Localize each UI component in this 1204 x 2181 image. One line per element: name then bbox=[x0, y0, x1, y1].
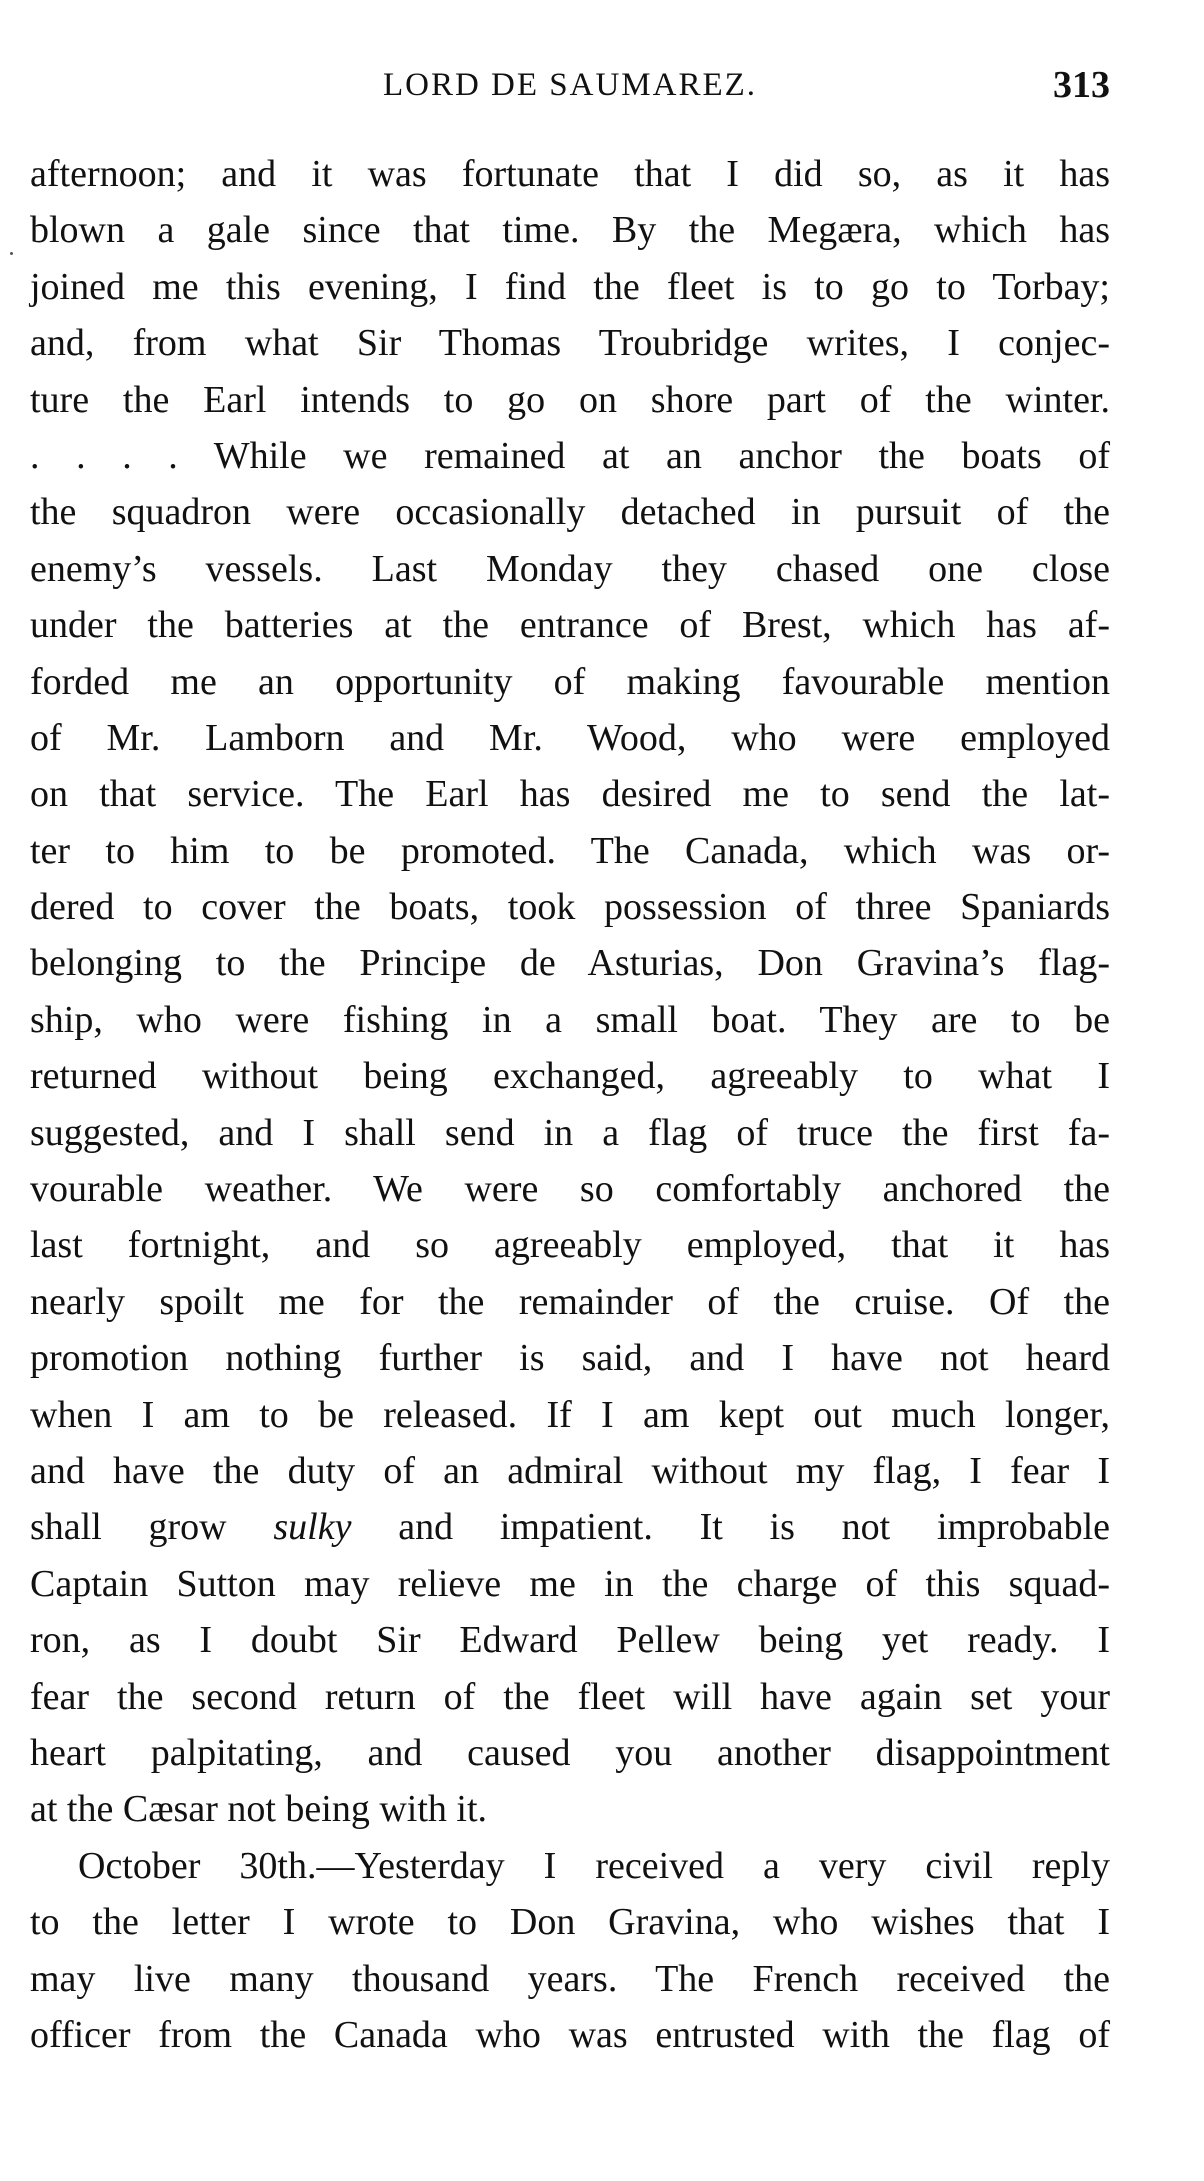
stray-ink-mark bbox=[10, 252, 13, 255]
text-line: under the batteries at the entrance of Brest, which has af- bbox=[30, 604, 1110, 647]
text-line: ture the Earl intends to go on shore part of the winter. bbox=[30, 378, 1110, 421]
text-line: nearly spoilt me for the remainder of the cruise. Of the bbox=[30, 1280, 1110, 1323]
running-title: LORD DE SAUMAREZ. bbox=[382, 67, 758, 103]
text-line bbox=[30, 1499, 1110, 1555]
text-line: and have the duty of an admiral without my flag, I fear I bbox=[30, 1449, 1110, 1492]
text-line: of Mr. Lamborn and Mr. Wood, who were employed bbox=[30, 716, 1110, 759]
text-line: afternoon; and it was fortunate that I did so, as it has bbox=[30, 153, 1110, 195]
text-line: the squadron were occasionally detached in pursuit of the bbox=[30, 491, 1110, 534]
page-number: 313 bbox=[1053, 64, 1110, 106]
text-line: heart palpitating, and caused you another disappointment bbox=[30, 1731, 1110, 1774]
text-line: Captain Sutton may relieve me in the charge of this squad- bbox=[30, 1562, 1110, 1605]
text-line: to the letter I wrote to Don Gravina, who wishes that I bbox=[30, 1901, 1110, 1944]
text-line: when I am to be released. If I am kept out much longer, bbox=[30, 1393, 1110, 1436]
body-text bbox=[30, 146, 1110, 2063]
text-line: blown a gale since that time. By the Megæra, which has bbox=[30, 209, 1110, 252]
italic-word: sulky bbox=[273, 1506, 352, 1549]
text-line: last fortnight, and so agreeably employed, that it has bbox=[30, 1224, 1110, 1267]
text-line: vourable weather. We were so comfortably anchored the bbox=[30, 1168, 1110, 1211]
text-line-start: shall grow bbox=[30, 1506, 274, 1549]
text-line: ter to him to be promoted. The Canada, which was or- bbox=[30, 829, 1110, 872]
text-line: forded me an opportunity of making favourable mention bbox=[30, 660, 1110, 703]
text-line: on that service. The Earl has desired me to send the lat- bbox=[30, 773, 1110, 816]
text-line: promotion nothing further is said, and I have not heard bbox=[30, 1337, 1110, 1380]
text-line: dered to cover the boats, took possession of three Spaniards bbox=[30, 886, 1110, 929]
text-line: officer from the Canada who was entrusted with the flag of bbox=[30, 2013, 1110, 2056]
text-line: may live many thousand years. The French received the bbox=[30, 1957, 1110, 2000]
text-line: and, from what Sir Thomas Troubridge writes, I conjec- bbox=[30, 322, 1110, 365]
text-line: belonging to the Principe de Asturias, Don Gravina’s flag- bbox=[30, 942, 1110, 985]
running-header bbox=[30, 60, 1110, 110]
text-line: enemy’s vessels. Last Monday they chased one close bbox=[30, 547, 1110, 590]
text-line: ship, who were fishing in a small boat. They are to be bbox=[30, 998, 1110, 1041]
text-line: suggested, and I shall send in a flag of truce the first fa- bbox=[30, 1111, 1110, 1154]
text-line: joined me this evening, I find the fleet is to go to Torbay; bbox=[30, 265, 1110, 308]
text-line: . . . . While we remained at an anchor the boats of bbox=[30, 434, 1110, 477]
text-line: ron, as I doubt Sir Edward Pellew being yet ready. I bbox=[30, 1619, 1110, 1662]
text-line: fear the second return of the fleet will have again set your bbox=[30, 1675, 1110, 1718]
text-line-end: and impatient. It is not improbable bbox=[351, 1506, 1111, 1549]
paragraph-last-line: at the Cæsar not being with it. bbox=[30, 1788, 488, 1831]
text-line: returned without being exchanged, agreeably to what I bbox=[30, 1055, 1110, 1098]
text-line-indented: October 30th.—Yesterday I received a very civil reply bbox=[78, 1844, 1110, 1887]
